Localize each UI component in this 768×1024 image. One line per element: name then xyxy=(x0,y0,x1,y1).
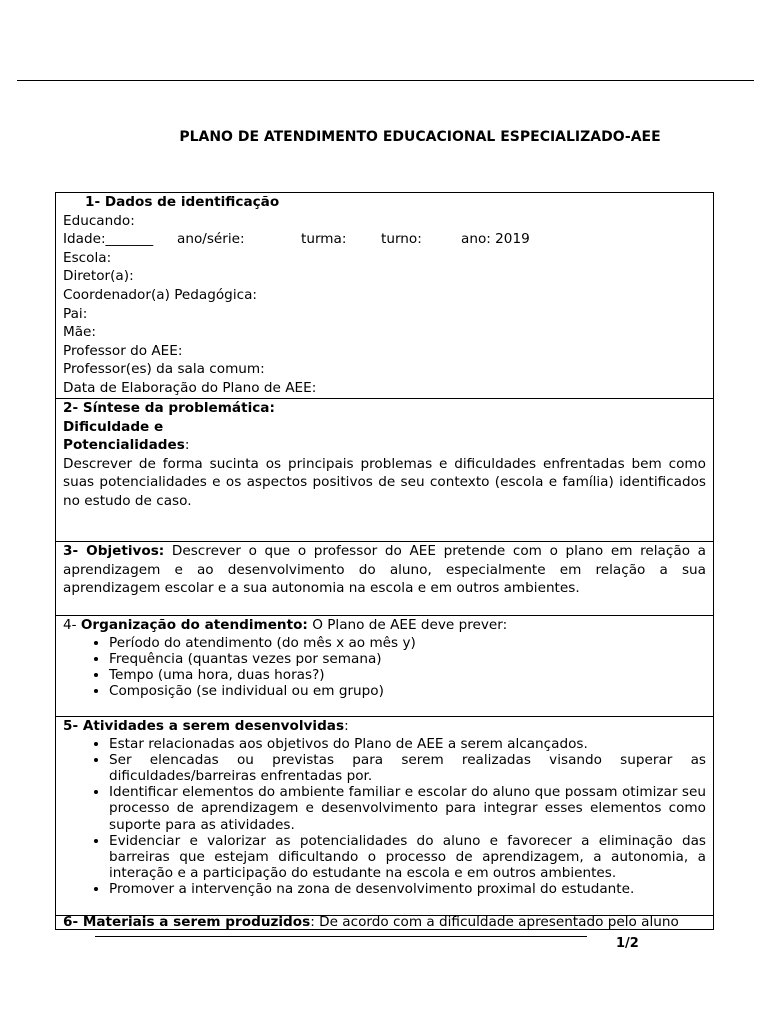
field-ano: ano: 2019 xyxy=(461,231,530,248)
list-item: • Tempo (uma hora, duas horas?) xyxy=(109,667,706,683)
section-organization xyxy=(56,616,713,717)
list-item: • Ser elencadas ou previstas para serem realizadas visando superar as dificuldades/barreiras enfrentadas por. xyxy=(109,752,706,784)
field-mae: Mãe: xyxy=(63,324,97,341)
field-turno: turno: xyxy=(381,231,422,248)
section-2-sub-potential-row xyxy=(63,436,706,455)
section-3-heading: 3- Objetivos: xyxy=(63,543,165,559)
list-item: • Evidenciar e valorizar as potencialidades do aluno e favorecer a eliminação das barreiras que estejam dificultando o processo de aprendizagem, a autonomia, a interação e a participação do estudante na escola e em outros ambientes. xyxy=(109,833,706,882)
field-educando: Educando: xyxy=(63,212,135,229)
section-2-body: Descrever de forma sucinta os principais problemas e dificuldades enfrentadas bem como suas potencialidades e os aspectos positivos de seu contexto (escola e família) identificados no estudo de caso. xyxy=(63,455,706,509)
section-6-heading: 6- Materiais a serem produzidos xyxy=(63,916,311,929)
document-title: PLANO DE ATENDIMENTO EDUCACIONAL ESPECIALIZADO-AEE xyxy=(179,129,661,145)
list-item: • Promover a intervenção na zona de desenvolvimento proximal do estudante. xyxy=(109,881,706,897)
section-4-heading: Organização do atendimento: xyxy=(80,617,308,633)
section-5-colon: : xyxy=(344,718,349,734)
section-4-prefix: 4- xyxy=(63,617,81,633)
section-5-heading-row xyxy=(63,717,706,736)
field-professor-aee: Professor do AEE: xyxy=(63,342,183,359)
section-activities xyxy=(56,717,713,916)
section-2-sub-difficulty: Dificuldade e xyxy=(63,418,164,435)
list-item: • Estar relacionadas aos objetivos do Plano de AEE a serem alcançados. xyxy=(109,736,706,752)
field-idade: Idade:_______ xyxy=(63,231,154,248)
section-3-paragraph xyxy=(63,542,706,598)
section-4-body: O Plano de AEE deve prever: xyxy=(307,617,508,633)
field-data-elaboracao: Data de Elaboração do Plano de AEE: xyxy=(63,379,317,396)
section-objectives xyxy=(56,542,713,616)
section-6-body: : De acordo com a dificuldade apresentado pelo aluno xyxy=(310,916,679,929)
section-2-colon: : xyxy=(184,437,190,454)
section-identification xyxy=(56,193,713,399)
list-item: • Frequência (quantas vezes por semana) xyxy=(109,651,706,667)
list-item: • Período do atendimento (do mês x ao mês y) xyxy=(109,635,706,651)
list-item: • Identificar elementos do ambiente familiar e escolar do aluno que possam otimizar seu processo de aprendizagem e desenvolvimento para integrar esses elementos como suporte para as atividades. xyxy=(109,784,706,833)
section-3-body: Descrever o que o professor do AEE pretende com o plano em relação a aprendizagem e ao desenvolvimento do aluno, especialmente em relação a sua aprendizagem escolar e a sua autonomia na escola e em outros ambientes. xyxy=(63,543,706,597)
section-2-heading: 2- Síntese da problemática: xyxy=(63,400,275,416)
section-5-heading: 5- Atividades a serem desenvolvidas xyxy=(63,718,345,734)
section-6-paragraph xyxy=(63,916,706,929)
section-1-heading: 1- Dados de identificação xyxy=(85,194,280,210)
plan-table xyxy=(55,192,714,930)
list-item: • Composição (se individual ou em grupo) xyxy=(109,683,706,699)
footer-rule xyxy=(95,936,587,937)
header-rule xyxy=(17,80,754,81)
field-turma: turma: xyxy=(301,231,347,248)
field-row-idade xyxy=(63,230,706,249)
section-5-list xyxy=(63,736,706,898)
field-pai: Pai: xyxy=(63,305,88,322)
field-diretor: Diretor(a): xyxy=(63,268,134,285)
field-coordenador: Coordenador(a) Pedagógica: xyxy=(63,286,257,303)
section-2-sub-potential: Potencialidades xyxy=(63,437,185,454)
field-professor-sala: Professor(es) da sala comum: xyxy=(63,361,265,378)
section-synthesis xyxy=(56,399,713,542)
page-number: 1/2 xyxy=(616,936,639,951)
section-materials xyxy=(56,916,713,929)
field-ano-serie: ano/série: xyxy=(177,231,245,248)
section-4-list xyxy=(63,635,706,700)
field-escola: Escola: xyxy=(63,249,112,266)
section-4-paragraph xyxy=(63,616,706,635)
